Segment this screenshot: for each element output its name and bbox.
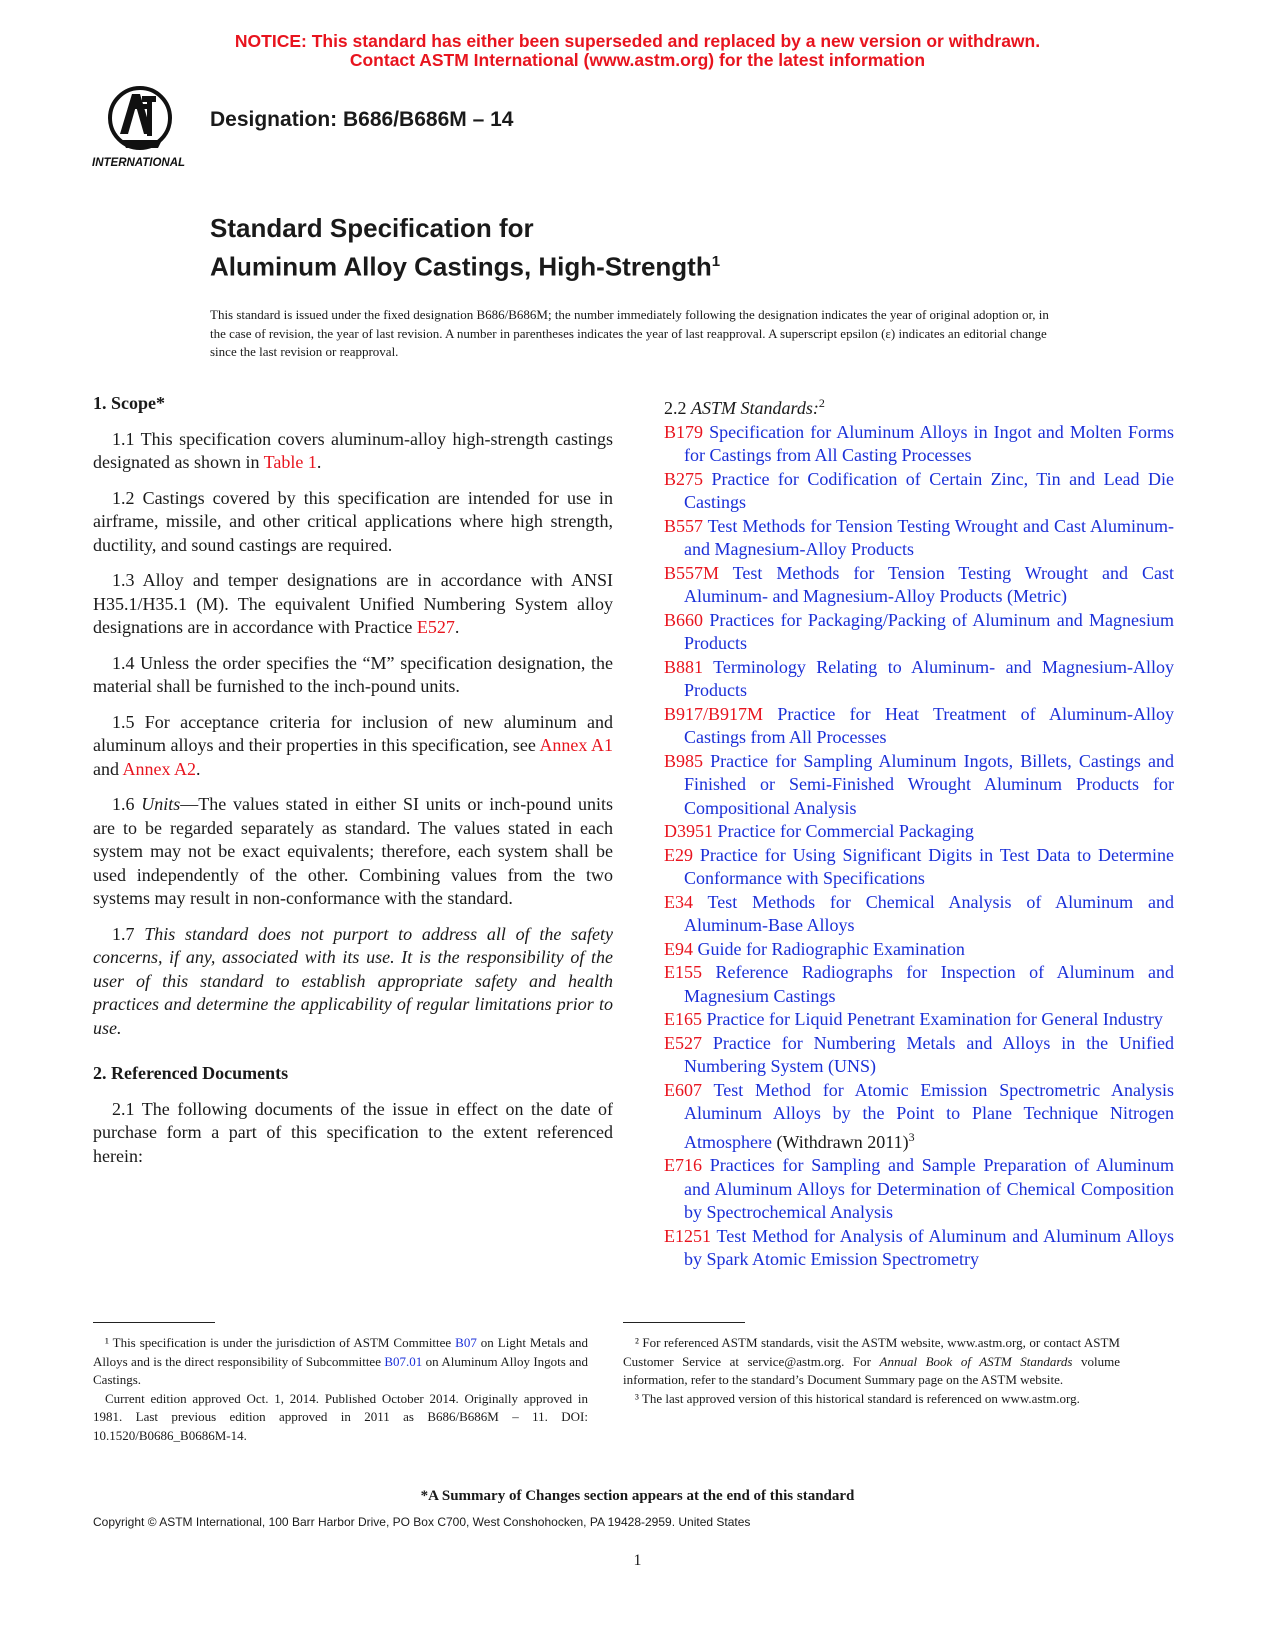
reference-title[interactable]: Guide for Radiographic Examination [697,938,965,959]
reference-code[interactable]: B557M [664,562,720,583]
annex-a2-link[interactable]: Annex A2 [122,758,196,779]
title-line-1: Standard Specification for [210,213,534,243]
reference-title[interactable]: Practices for Sampling and Sample Preparation of Aluminum and Aluminum Alloys for Determination of Chemical Composition by Spectrochemical Analysis [684,1155,1174,1222]
reference-item[interactable] [664,656,1174,703]
annex-a1-link[interactable]: Annex A1 [539,735,613,755]
reference-item[interactable] [664,750,1174,821]
right-column [664,392,1174,1272]
reference-title[interactable]: Test Methods for Chemical Analysis of Aluminum and Aluminum-Base Alloys [684,891,1174,935]
reference-title[interactable]: Reference Radiographs for Inspection of Aluminum and Magnesium Castings [684,962,1175,1006]
para-1-5: 1.5 For acceptance criteria for inclusion of new aluminum and aluminum alloys and their properties in this specification, see Annex A1 and Annex A2. [93,711,613,779]
reference-code[interactable]: B917/B917M [664,703,764,724]
issuance-note: This standard is issued under the fixed designation B686/B686M; the number immediately following the designation indicates the year of original adoption or, in the case of revision, the year of last revision. A number in parentheses indicates the year of last reapproval. A superscript epsilon (ε) indicates an editorial change since the last revision or reapproval. [210,307,1049,359]
footnote-divider-left [93,1322,215,1323]
reference-code[interactable]: E1251 [664,1225,711,1246]
reference-item[interactable] [664,515,1174,562]
reference-code[interactable]: B881 [664,656,704,677]
b07-01-link[interactable]: B07.01 [384,1353,423,1369]
reference-code[interactable]: D3951 [664,821,713,841]
reference-code[interactable]: E94 [664,938,693,959]
summary-note: *A Summary of Changes section appears at the end of this standard [420,1488,855,1504]
footnote-2: ² For referenced ASTM standards, visit the ASTM website, www.astm.org, or contact ASTM Customer Service at service@astm.org. For Annual Book of ASTM Standards volume information, refer to the standard’s Document Summary page on the ASTM website. [623,1335,1121,1387]
reference-title[interactable]: Test Method for Analysis of Aluminum and Aluminum Alloys by Spark Atomic Emission Spectrometry [684,1225,1174,1269]
reference-code[interactable]: B660 [664,609,704,630]
reference-title[interactable]: Practice for Codification of Certain Zinc, Tin and Lead Die Castings [684,468,1175,512]
page-number: 1 [633,1552,642,1569]
astm-logo-icon [92,82,192,172]
footnote-3: ³ The last approved version of this historical standard is referenced on www.astm.org. [635,1390,1080,1406]
reference-item[interactable] [664,609,1174,656]
reference-item[interactable] [664,562,1174,609]
reference-list [664,421,1174,1272]
table-1-link[interactable]: Table 1 [263,452,317,472]
reference-item[interactable] [664,421,1174,468]
section-2-heading: 2. Referenced Documents [93,1063,289,1083]
reference-title[interactable]: Test Methods for Tension Testing Wrought and Cast Aluminum- and Magnesium-Alloy Products (Metric) [684,562,1174,606]
reference-item[interactable] [664,1154,1174,1225]
reference-code[interactable]: B557 [664,515,704,536]
title-line-2: Aluminum Alloy Castings, High-Strength [210,251,712,282]
logo-text: INTERNATIONAL [92,157,186,169]
footnote-1-edition: Current edition approved Oct. 1, 2014. Published October 2014. Originally approved in 1981. Last previous edition approved in 2011 as B686/B686M – 11. DOI: 10.1520/B0686_B0686M-14. [93,1390,588,1443]
reference-code[interactable]: E165 [664,1009,702,1029]
reference-title[interactable]: Specification for Aluminum Alloys in Ingot and Molten Forms for Castings from All Casting Processes [684,421,1175,465]
reference-code[interactable]: E527 [664,1032,702,1053]
reference-code[interactable]: E34 [664,891,693,912]
withdrawal-notice [0,32,1275,70]
left-column [93,392,613,1180]
footnote-1: ¹ This specification is under the jurisdiction of ASTM Committee B07 on Light Metals and Alloys and is the direct responsibility of Subcommittee B07.01 on Aluminum Alloy Ingots and Castings. [93,1335,588,1387]
reference-code[interactable]: B985 [664,750,704,771]
reference-title[interactable]: Test Methods for Tension Testing Wrought and Cast Aluminum- and Magnesium-Alloy Products [684,515,1174,559]
reference-code[interactable]: E155 [664,962,702,982]
reference-title[interactable]: Terminology Relating to Aluminum- and Magnesium-Alloy Products [684,656,1174,700]
reference-item[interactable] [664,1032,1174,1079]
reference-title[interactable]: Practice for Sampling Aluminum Ingots, Billets, Castings and Finished or Semi-Finished Wrought Aluminum Products for Compositional Analysis [684,750,1175,818]
astm-standards-heading: 2.2 ASTM Standards:$^2$ [664,396,825,418]
reference-title[interactable]: Practice for Heat Treatment of Aluminum-Alloy Castings from All Processes [684,703,1174,747]
reference-title[interactable]: Practice for Numbering Metals and Alloys in the Unified Numbering System (UNS) [684,1032,1175,1076]
para-1-3: 1.3 Alloy and temper designations are in accordance with ANSI H35.1/H35.1 (M). The equivalent Unified Numbering System alloy designations are in accordance with Practice E527. [93,570,613,637]
para-1-4: 1.4 Unless the order specifies the “M” specification designation, the material shall be furnished to the inch-pound units. [93,652,613,696]
footnote-divider-right [623,1322,745,1323]
reference-title[interactable]: Practice for Using Significant Digits in Test Data to Determine Conformance with Specifications [684,844,1174,888]
reference-code[interactable]: B275 [664,468,704,489]
document-title [210,212,720,284]
reference-item[interactable] [664,961,1174,1008]
notice-line-1: NOTICE: This standard has either been superseded and replaced by a new version or withdrawn. [234,31,1041,51]
copyright: Copyright © ASTM International, 100 Barr Harbor Drive, PO Box C700, West Conshohocken, PA 19428-2959. United States [93,1515,751,1529]
reference-footnote-mark: 3 [908,1129,915,1144]
reference-item[interactable] [664,891,1174,938]
reference-suffix: (Withdrawn 2011) [771,1131,909,1152]
reference-code[interactable]: E607 [664,1079,702,1100]
reference-item[interactable] [664,468,1174,515]
reference-code[interactable]: E29 [664,844,693,865]
reference-title[interactable]: Practice for Liquid Penetrant Examination for General Industry [706,1009,1163,1029]
reference-item[interactable] [664,938,1174,962]
reference-item[interactable] [664,820,1174,844]
footnotes-left [93,1334,588,1445]
e527-link[interactable]: E527 [416,617,455,637]
footnotes-right [623,1334,1120,1408]
reference-code[interactable]: E716 [664,1155,702,1175]
notice-line-2: Contact ASTM International (www.astm.org) for the latest information [349,50,926,70]
reference-code[interactable]: B179 [664,421,704,442]
reference-title[interactable]: Practices for Packaging/Packing of Aluminum and Magnesium Products [684,609,1174,653]
reference-title[interactable]: Test Method for Atomic Emission Spectrometric Analysis Aluminum Alloys by the Point to Plane Technique Nitrogen Atmosphere [684,1079,1174,1152]
reference-item[interactable] [664,1008,1174,1032]
para-1-2: 1.2 Castings covered by this specification are intended for use in airframe, missile, and other critical applications where high strength, ductility, and sound castings are required. [93,487,613,555]
reference-title[interactable]: Practice for Commercial Packaging [717,821,974,841]
designation: Designation: B686/B686M – 14 [210,108,514,131]
para-1-1: 1.1 This specification covers aluminum-alloy high-strength castings designated as shown in Table 1. [93,428,613,472]
title-footnote-mark: 1 [711,253,721,270]
para-2-1: 2.1 The following documents of the issue in effect on the date of purchase form a part of this specification to the extent referenced herein: [93,1098,613,1166]
reference-item[interactable] [664,1079,1174,1155]
para-1-7: 1.7 This standard does not purport to address all of the safety concerns, if any, associated with its use. It is the responsibility of the user of this standard to establish appropriate safety and health practices and determine the applicability of regular limitations prior to use. [93,923,614,1038]
section-1-heading: 1. Scope* [93,393,165,413]
reference-item[interactable] [664,1225,1174,1272]
b07-link[interactable]: B07 [455,1335,477,1350]
reference-item[interactable] [664,844,1174,891]
para-1-6: 1.6 Units—The values stated in either SI units or inch-pound units are to be regarded separately as standard. The values stated in each system may not be exact equivalents; therefore, each system shall be used independently of the other. Combining values from the two systems may result in non-conformance with the standard. [93,794,614,908]
reference-item[interactable] [664,703,1174,750]
